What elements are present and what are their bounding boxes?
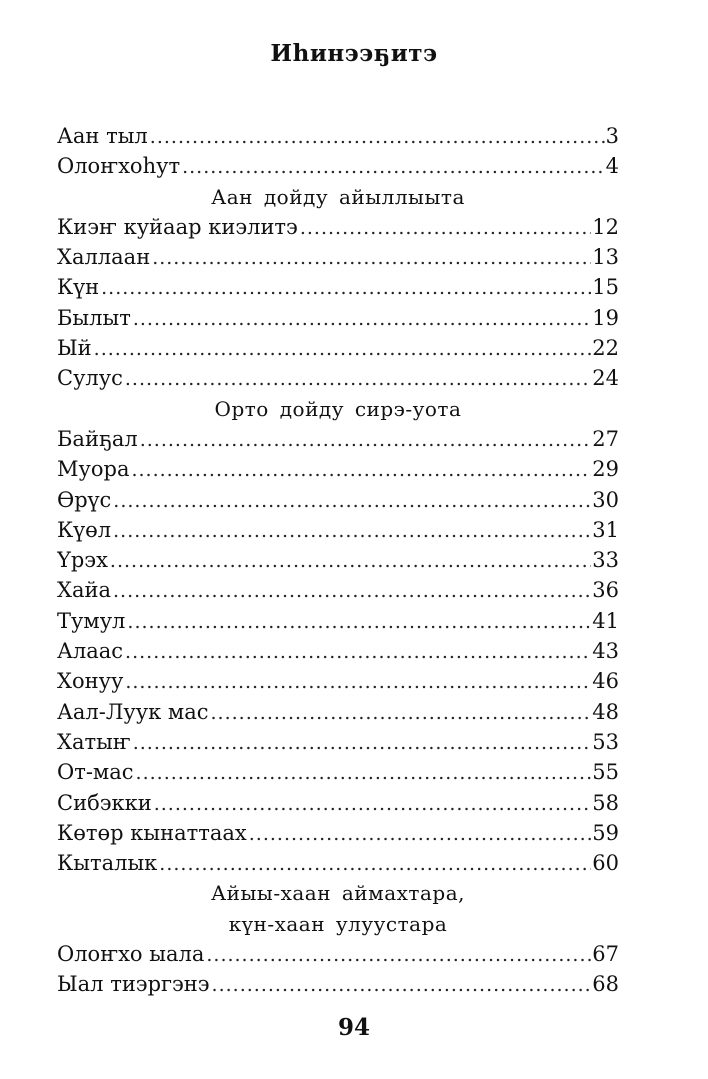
toc-entry-title: Күн (57, 275, 100, 300)
dot-leader (154, 789, 592, 818)
toc-entry (57, 303, 619, 333)
dot-leader (101, 273, 591, 302)
dot-leader (212, 970, 592, 999)
toc-entry-page: 59 (592, 820, 619, 845)
toc-entry (57, 242, 619, 272)
section-heading: Айыы-хаан аймахтара, (211, 881, 465, 906)
toc-entry-page: 55 (592, 760, 619, 785)
toc-entry-page: 67 (592, 942, 619, 967)
dot-leader (150, 122, 605, 151)
dot-leader (152, 243, 591, 272)
toc-entry-title: Киэҥ куйаар киэлитэ (57, 214, 298, 239)
toc-entry (57, 272, 619, 302)
toc-entry-title: Аан тыл (57, 124, 148, 148)
toc-entry-page: 19 (592, 305, 619, 330)
dot-leader (133, 304, 591, 333)
dot-leader (110, 546, 591, 575)
dot-leader (113, 486, 591, 515)
dot-leader (140, 425, 592, 454)
dot-leader (249, 819, 592, 848)
dot-leader (159, 849, 591, 878)
toc-entry-page: 48 (592, 699, 619, 724)
toc-entry-page: 4 (605, 154, 619, 179)
toc-entry-title: Алаас (57, 639, 124, 664)
toc-entry (57, 788, 619, 818)
toc-entry-title: Ый (57, 336, 92, 361)
dot-leader (94, 334, 592, 363)
toc-entry-title: Муора (57, 457, 130, 482)
toc-entry (57, 939, 619, 969)
toc-entry (57, 485, 619, 515)
section-heading: күн-хаан улуустара (228, 911, 448, 936)
dot-leader (206, 940, 591, 969)
toc-entry-title: Үрэх (57, 548, 108, 573)
toc-entry-page: 15 (592, 275, 619, 300)
toc-entry-page: 29 (592, 457, 619, 482)
toc-entry-page: 68 (592, 972, 619, 997)
toc-entry (57, 424, 619, 454)
toc-entry-page: 41 (592, 608, 619, 633)
toc-entry (57, 606, 619, 636)
dot-leader (125, 364, 591, 393)
toc-entry-page: 12 (592, 214, 619, 239)
toc-entry-page: 30 (592, 487, 619, 512)
toc-entry (57, 969, 619, 999)
dot-leader (125, 637, 591, 666)
dot-leader (300, 213, 591, 242)
section-heading: Орто дойду сирэ-уота (214, 396, 462, 421)
toc-entry-page: 24 (592, 366, 619, 391)
toc-entry-title: Күөл (57, 517, 112, 542)
toc-entry-title: Олоҥхоhут (57, 154, 181, 179)
toc-entry (57, 575, 619, 605)
toc-entry (57, 363, 619, 393)
toc-entry (57, 515, 619, 545)
toc-entry (57, 454, 619, 484)
dot-leader (133, 728, 592, 757)
toc-entry-title: Хатыҥ (57, 729, 131, 754)
toc-entry-page: 43 (592, 639, 619, 664)
toc-entry-page: 60 (592, 851, 619, 876)
toc-entry-page: 22 (592, 336, 619, 361)
toc-entry (57, 818, 619, 848)
toc-entry-title: Ыал тиэргэнэ (57, 972, 210, 997)
toc-entry (57, 757, 619, 787)
table-of-contents (57, 121, 619, 1000)
toc-entry-title: Сибэкки (57, 790, 152, 815)
toc-entry-page: 36 (592, 578, 619, 603)
dot-leader (131, 455, 591, 484)
toc-entry (57, 121, 619, 151)
dot-leader (182, 152, 605, 181)
dot-leader (127, 607, 591, 636)
dot-leader (211, 698, 592, 727)
toc-entry (57, 697, 619, 727)
toc-entry-title: Өрүс (57, 487, 112, 512)
toc-entry (57, 333, 619, 363)
toc-entry-page: 31 (592, 517, 619, 542)
toc-entry-title: Хайа (57, 578, 111, 603)
toc-entry (57, 666, 619, 696)
toc-entry-title: Кыталык (57, 851, 158, 876)
toc-entry-title: Байҕал (57, 426, 138, 451)
dot-leader (136, 758, 592, 787)
toc-entry-page: 58 (592, 790, 619, 815)
toc-entry-page: 33 (592, 548, 619, 573)
toc-entry-page: 27 (592, 426, 619, 451)
toc-entry (57, 636, 619, 666)
toc-entry (57, 151, 619, 181)
toc-entry-title: Олоҥхо ыала (57, 942, 205, 967)
toc-entry-title: Аал-Луук мас (57, 699, 209, 724)
toc-entry-title: Тумул (57, 608, 126, 633)
contents-title: Иhинээҕитэ (270, 40, 438, 67)
toc-entry-title: Былыт (57, 305, 131, 330)
toc-entry (57, 848, 619, 878)
dot-leader (113, 516, 591, 545)
section-heading: Аан дойду айыллыыта (211, 184, 465, 209)
toc-entry-title: Сулус (57, 366, 123, 391)
toc-entry-title: Көтөр кынаттаах (57, 820, 247, 845)
toc-entry-page: 53 (592, 729, 619, 754)
dot-leader (125, 667, 591, 696)
toc-entry-title: Хонуу (57, 669, 124, 694)
toc-entry-page: 3 (605, 124, 619, 148)
toc-entry (57, 212, 619, 242)
dot-leader (113, 576, 591, 605)
toc-entry-page: 46 (592, 669, 619, 694)
toc-entry-page: 13 (592, 245, 619, 270)
page-number: 94 (337, 1014, 370, 1041)
toc-entry (57, 545, 619, 575)
toc-entry-title: От-мас (57, 760, 134, 785)
toc-entry-title: Халлаан (57, 245, 151, 270)
toc-entry (57, 727, 619, 757)
